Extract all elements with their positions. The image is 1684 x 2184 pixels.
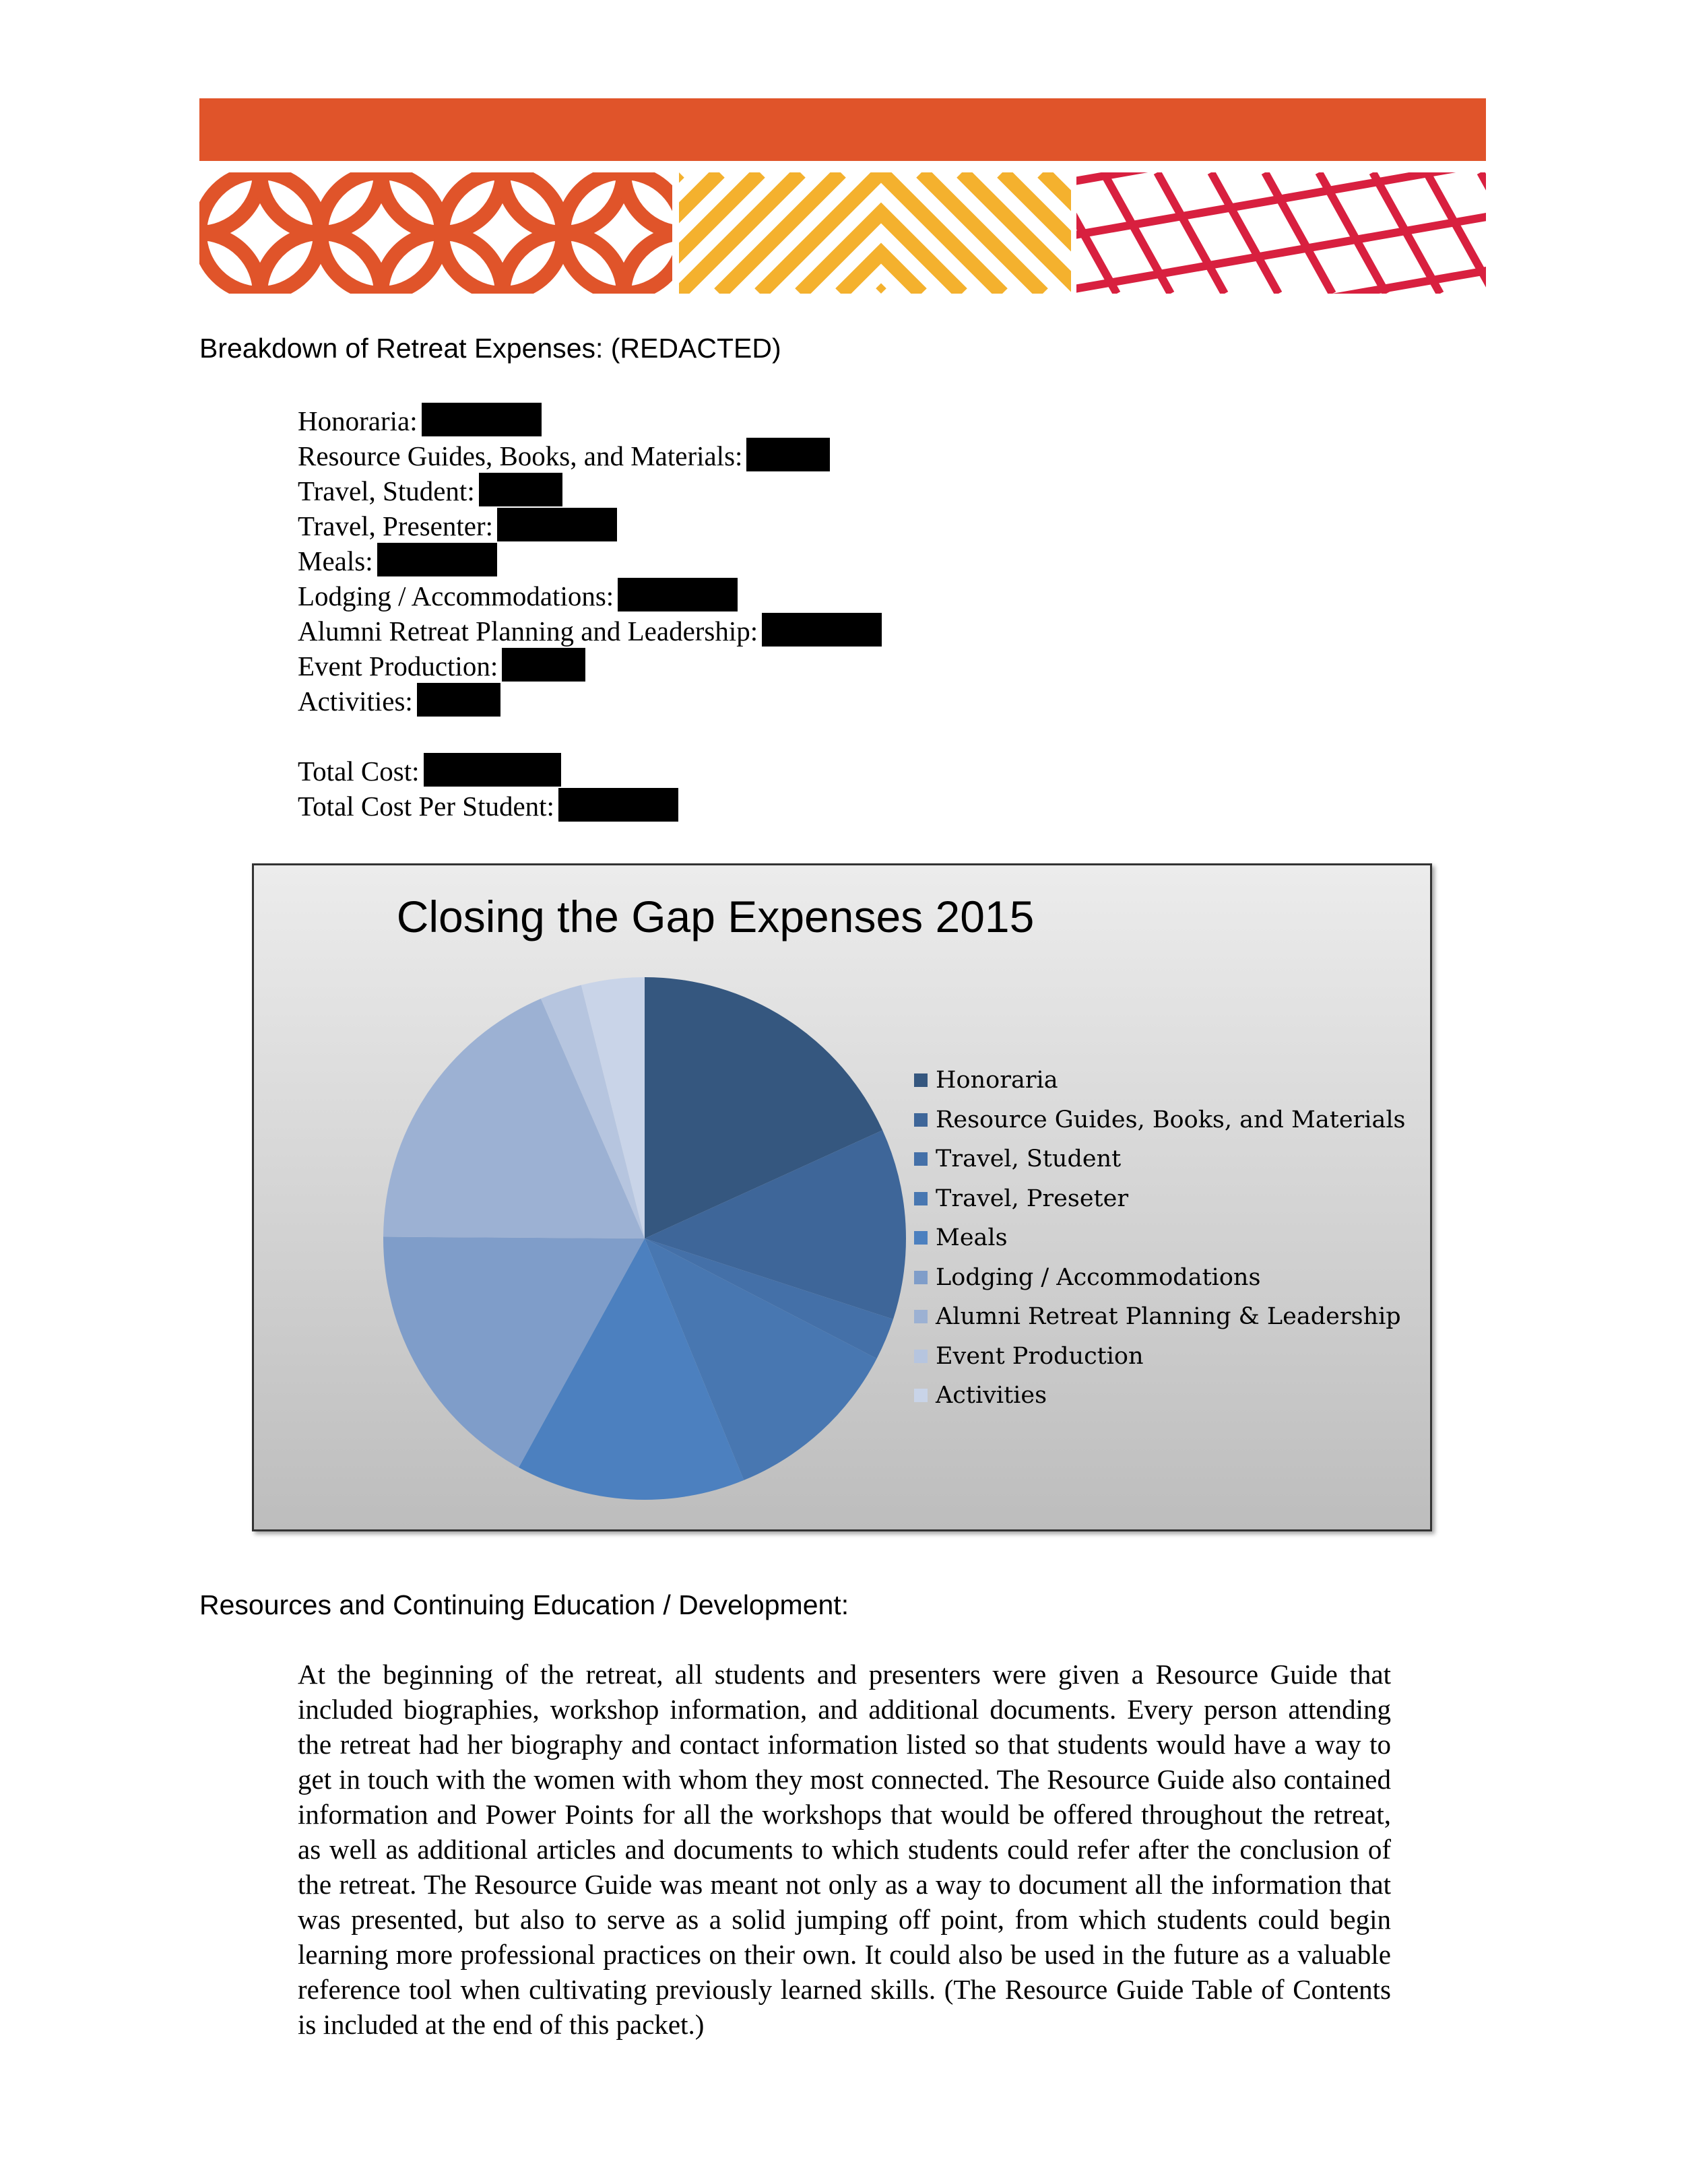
legend-swatch [914,1113,928,1127]
legend-item [914,1376,1406,1416]
legend-swatch [914,1389,928,1402]
redacted-value-box [746,438,830,471]
legend-item [914,1061,1406,1100]
resources-paragraph: At the beginning of the retreat, all students and presenters were given a Resource Guide that included biographies, workshop information, and additional documents. Every person attending the retreat had her biography and contact information listed so that students would have a way to get in touch with the women with whom they most connected. The Resource Guide also contained information and Power Points for all the workshops that would be offered throughout the retreat, as well as additional articles and documents to which students could refer after the conclusion of the retreat. The Resource Guide was meant not only as a way to document all the information that was presented, but also to serve as a solid jumping off point, from which students could begin learning more professional practices on their own. It could also be used in the future as a valuable reference tool when cultivating previously learned skills. (The Resource Guide Table of Contents is included at the end of this packet.) [298,1659,1391,2040]
expense-item-honoraria [298,403,882,438]
total-cost-per-student-label: Total Cost Per Student: [298,791,554,822]
expense-label: Lodging / Accommodations: [298,581,614,611]
arc-pattern-graphic [199,172,672,294]
legend-label: Resource Guides, Books, and Materials [936,1106,1406,1133]
expenses-heading: Breakdown of Retreat Expenses: (REDACTED) [199,333,781,364]
redacted-value-box [558,788,678,822]
header-banner-bar [199,98,1486,161]
expense-label: Travel, Student: [298,475,475,506]
diagonal-stripe-pattern-graphic [679,172,1071,294]
redacted-value-box [417,683,500,717]
redacted-value-box [424,753,561,787]
expense-label: Resource Guides, Books, and Materials: [298,440,743,471]
legend-item [914,1297,1406,1337]
chart-title: Closing the Gap Expenses 2015 [396,892,1035,941]
expense-label: Travel, Presenter: [298,510,493,541]
total-cost-line [298,753,882,788]
legend-swatch [914,1271,928,1284]
expense-item-resource-guides [298,438,882,473]
legend-label: Lodging / Accommodations [936,1263,1261,1291]
legend-label: Meals [936,1224,1008,1252]
legend-swatch [914,1152,928,1166]
redacted-value-box [502,648,585,682]
redacted-value-box [377,543,497,576]
redacted-value-box [422,403,542,436]
legend-swatch [914,1073,928,1087]
total-cost-label: Total Cost: [298,756,420,787]
legend-label: Travel, Preseter [936,1185,1129,1212]
expense-item-travel-student [298,473,882,508]
redacted-value-box [762,613,882,647]
expense-item-alumni-retreat [298,613,882,648]
redacted-value-box [497,508,617,541]
crosshatch-grid-pattern-graphic [1076,172,1486,294]
expense-item-activities [298,683,882,718]
legend-item [914,1258,1406,1298]
expense-label: Event Production: [298,651,498,682]
resources-heading: Resources and Continuing Education / Development: [199,1589,849,1620]
legend-label: Alumni Retreat Planning & Leadership [936,1303,1401,1331]
legend-item [914,1179,1406,1219]
expense-label: Alumni Retreat Planning and Leadership: [298,616,758,647]
expenses-pie-chart [252,863,1432,1531]
legend-item [914,1100,1406,1140]
legend-item [914,1139,1406,1179]
legend-swatch [914,1350,928,1363]
legend-item [914,1218,1406,1258]
legend-label: Travel, Student [936,1146,1122,1173]
redacted-value-box [618,578,738,611]
expense-list [298,403,882,823]
legend-label: Activities [936,1382,1047,1410]
legend-swatch [914,1310,928,1323]
expense-item-event-production [298,648,882,683]
legend-label: Event Production [936,1342,1144,1370]
expense-item-meals [298,543,882,578]
legend-label: Honoraria [936,1067,1058,1094]
expense-label: Activities: [298,686,413,717]
expense-item-travel-presenter [298,508,882,543]
expense-label: Meals: [298,545,373,576]
legend-item [914,1337,1406,1377]
expense-label: Honoraria: [298,405,418,436]
expense-item-lodging [298,578,882,613]
legend-swatch [914,1192,928,1205]
chart-legend [914,1061,1406,1416]
redacted-value-box [479,473,562,506]
total-cost-per-student-line [298,788,882,823]
legend-swatch [914,1231,928,1245]
